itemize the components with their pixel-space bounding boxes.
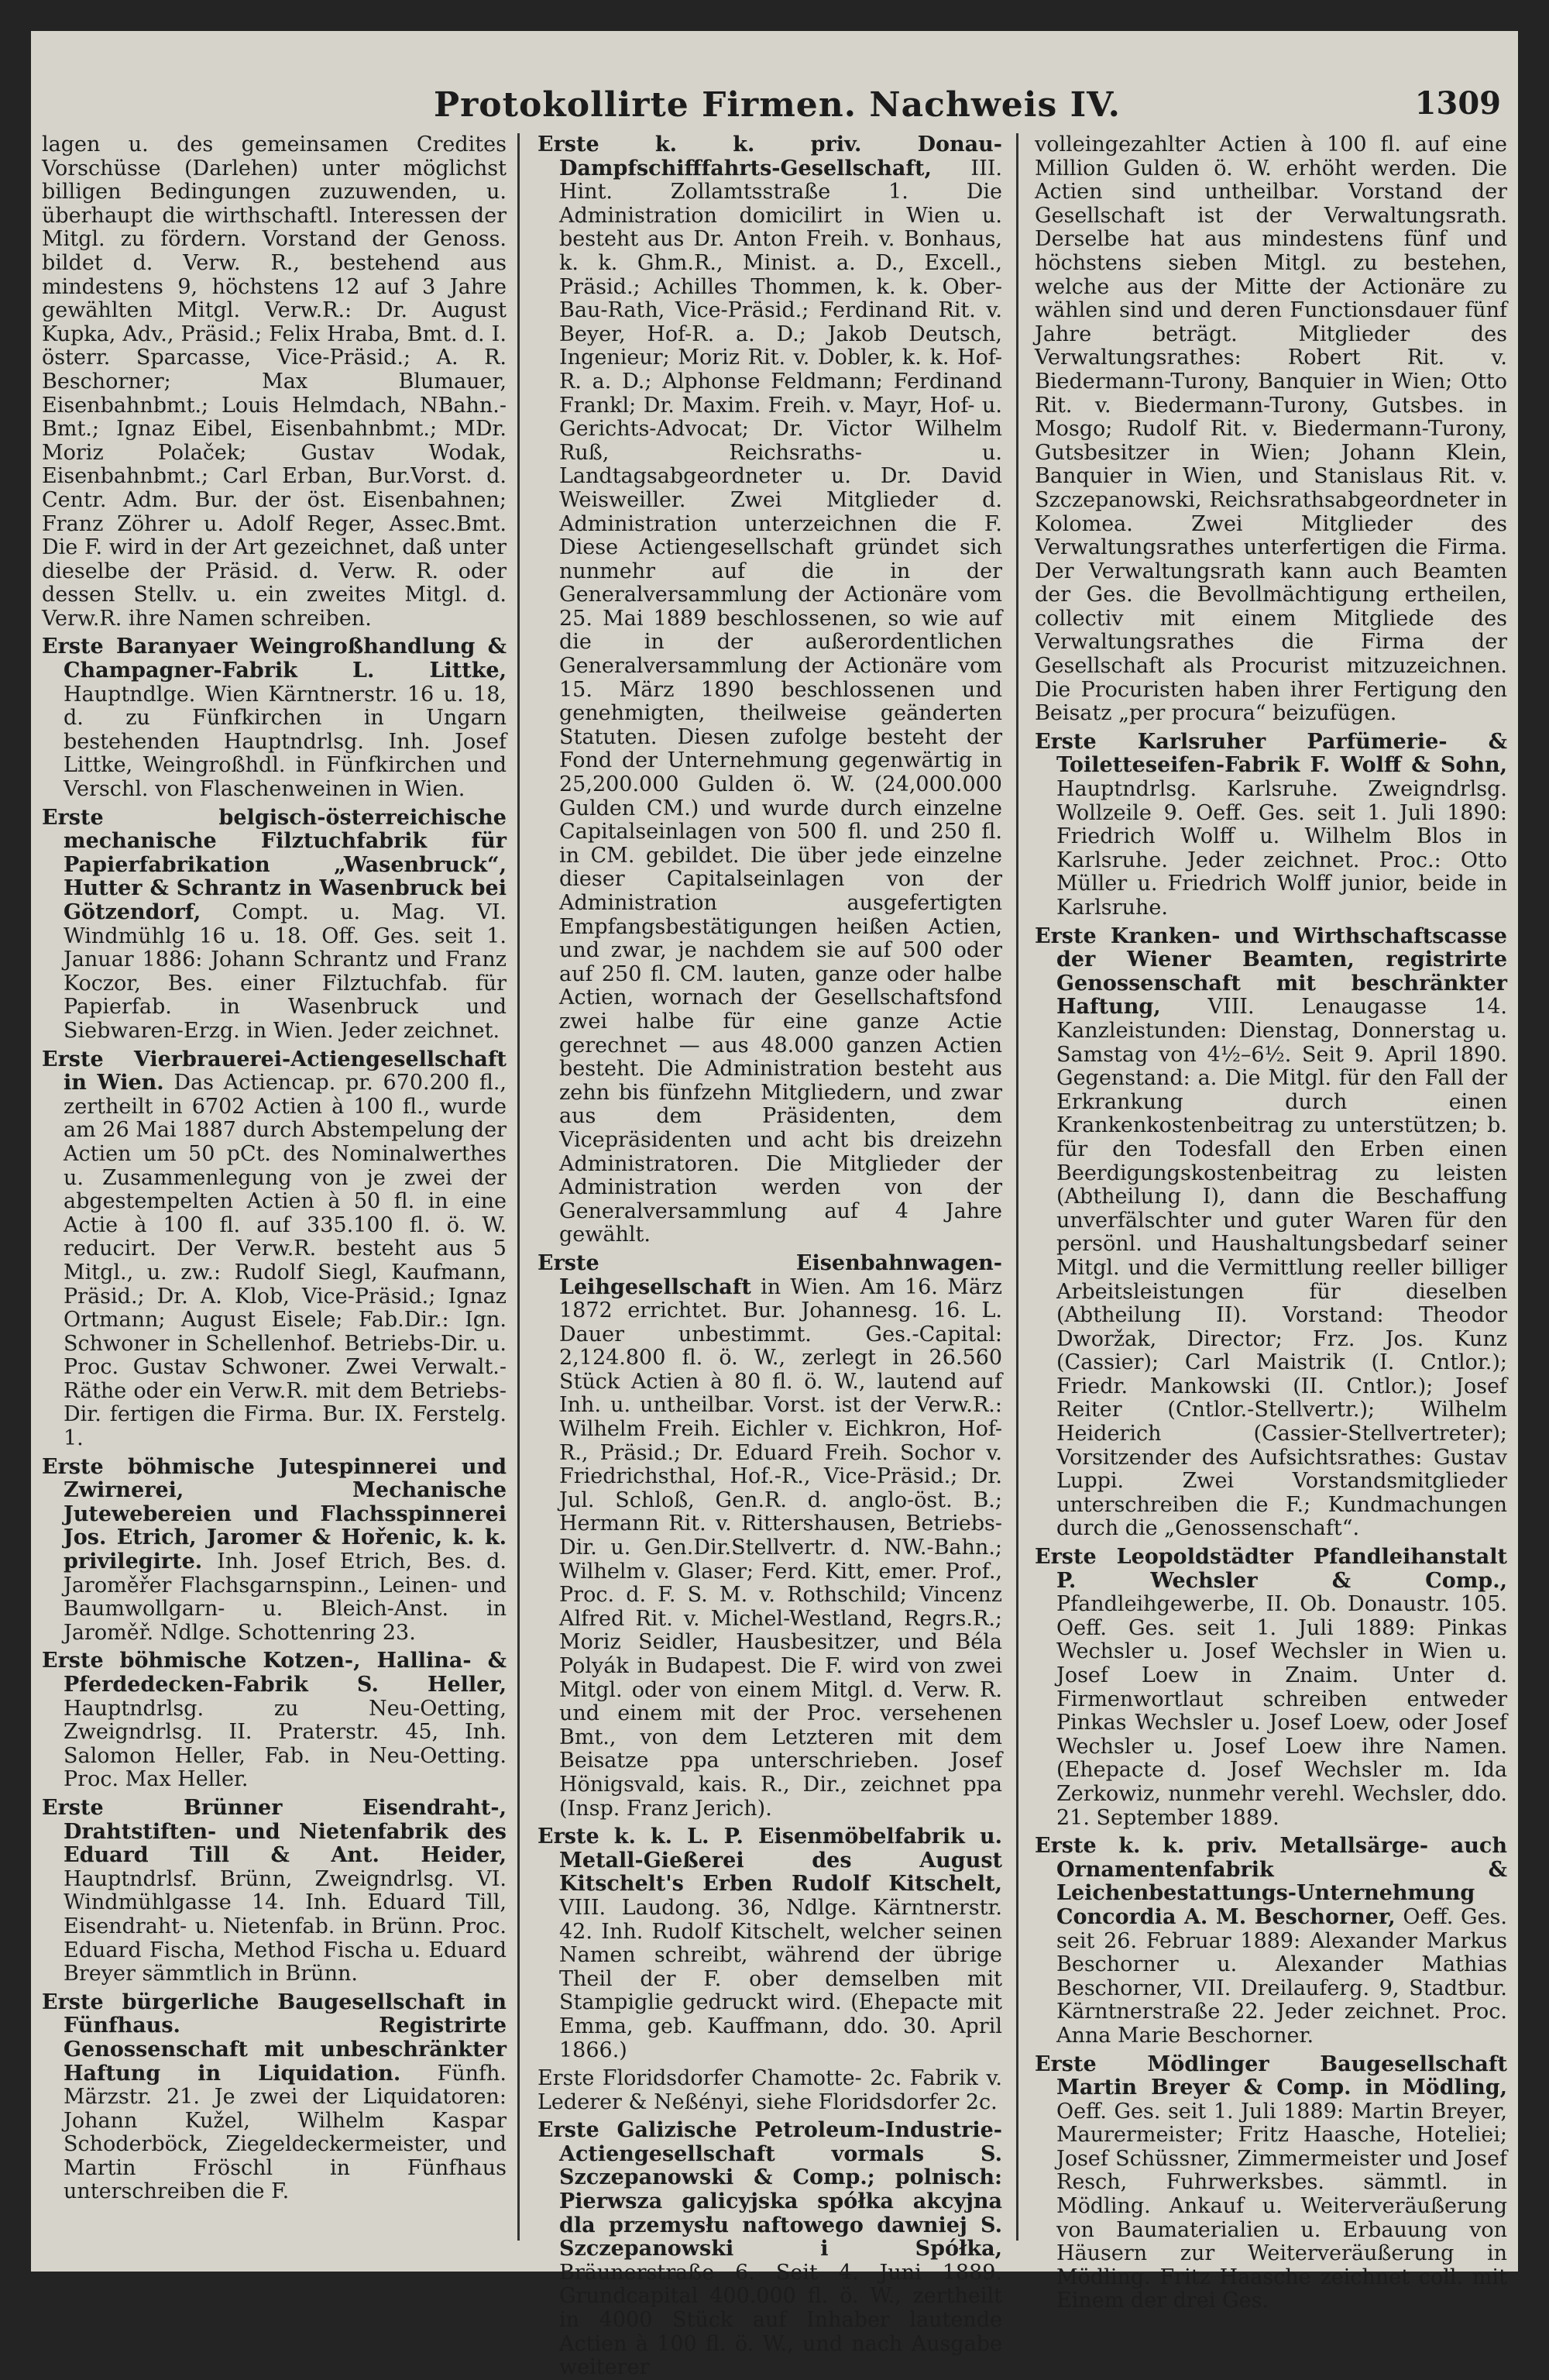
firm-entry [42,1797,507,1986]
entry-continuation [42,133,507,631]
firm-name: Erste Baranyaer Weingroßhandlung & Champagner-Fabrik L. Littke, [42,635,507,683]
entry-text: Oeff. Ges. seit 26. Februar 1889: Alexander Markus Beschorner u. Alexander Mathias Beschorner, VII. Dreilauferg. 9, Stadtbur. Kärntnerstraße 22. Jeder zeichnet. Proc. Anna Marie Beschorner. [1056,1904,1507,2048]
firm-entry [42,1048,507,1451]
firm-name: Erste böhmische Jutespinnerei und Zwirnerei, Mechanische Jutewebereien und Flachsspinnerei Jos. Etrich, Jaromer & Hořenic, k. k. privilegirte. [42,1454,507,1574]
firm-entry [538,1252,1002,1821]
firm-name: Erste belgisch-österreichische mechanische Filztuchfabrik für Papierfabrikation „Wasenbruck“, Hutter & Schrantz in Wasenbruck bei Götzendorf, [42,805,507,924]
column-divider [1016,133,1018,2241]
firm-entry [1035,731,1507,920]
firm-name: Erste Eisenbahnwagen-Leihgesellschaft [538,1250,1002,1299]
firm-entry [1035,1835,1507,2048]
entry-text: Erste Floridsdorfer Chamotte- 2c. Fabrik v. Lederer & Neßényi, siehe Floridsdorfer 2c. [538,2066,1002,2114]
entry-text: Bräunerstraße 6. Seit 4. Juni 1889. Grundcapital 400.000 fl. ö. W., zertheilt in 4000 Stück auf Inhaber lautende Actien à 100 fl. ö. W., und nach Ausgabe weiterer [559,2260,1002,2380]
column-3 [1035,132,1507,2313]
firm-name: Erste Kranken- und Wirthschaftscasse der Wiener Beamten, registrirte Genossenschaft mit beschränkter Haftung, [1035,923,1507,1020]
entry-text: Hauptndrlsg. Karlsruhe. Zweigndrlsg. Wollzeile 9. Oeff. Ges. seit 1. Juli 1890: Friedrich Wolff u. Wilhelm Blos in Karlsruhe. Jeder zeichnet. Proc.: Otto Müller u. Friedrich Wolff junior, beide in Karlsruhe. [1056,777,1507,920]
firm-entry [1035,925,1507,1541]
firm-name: Erste Galizische Petroleum-Industrie-Actiengesellschaft vormals S. Szczepanowski & Comp.; polnisch: Pierwsza galicyjska spółka akcyjna dla przemysłu naftowego dawniej S. Szczepanowski i Spółka, [538,2118,1002,2261]
firm-entry [1035,2053,1507,2314]
firm-name: Erste Karlsruher Parfümerie- & Toiletteseifen-Fabrik F. Wolff & Sohn, [1035,729,1507,778]
entry-text: Compt. u. Mag. VI. Windmühlg 16 u. 18. Off. Ges. seit 1. Januar 1886: Johann Schrantz und Franz Koczor, Bes. einer Filztuchfab. für Papierfab. in Wasenbruck und Siebwaren-Erzg. in Wien. Jeder zeichnet. [64,900,507,1043]
entry-text: in Wien. Am 16. März 1872 errichtet. Bur. Johannesg. 16. L. Dauer unbestimmt. Ges.-Capital: 2,124.800 fl. ö. W., zerlegt in 26.560 Stück Actien à 80 fl. ö. W., lautend auf Inh. u. untheilbar. Vorst. ist der Verw.R.: Wilhelm Freih. Eichler v. Eichkron, Hof-R., Präsid.; Dr. Eduard Freih. Sochor v. Friedrichsthal, Hof.-R., Vice-Präsid.; Dr. Jul. Schloß, Gen.R. d. anglo-öst. B.; Hermann Rit. v. Rittershausen, Betriebs-Dir. u. Gen.Dir.Stellvertr. d. NW.-Bahn.; Wilhelm v. Glaser; Ferd. Kitt, emer. Prof., Proc. d. F. S. M. v. Rothschild; Vincenz Alfred Rit. v. Michel-Westland, Regrs.R.; Moriz Seidler, Hausbesitzer, und Béla Polyák in Budapest. Die F. wird von zwei Mitgl. oder von einem Mitgl. d. Verw. R. und einem mit der Proc. versehenen Bmt., von dem Letzteren mit dem Beisatze ppa unterschrieben. Josef Hönigsvald, kais. R., Dir., zeichnet ppa (Insp. Franz Jerich). [559,1274,1002,1821]
entry-text: Hauptndrlsf. Brünn, Zweigndrlsg. VI. Windmühlgasse 14. Inh. Eduard Till, Eisendraht- u. Nietenfab. in Brünn. Proc. Eduard Fischa, Method Fischa u. Eduard Breyer sämmtlich in Brünn. [64,1866,507,1986]
firm-entry [538,1825,1002,2062]
firm-name: Erste Leopoldstädter Pfandleihanstalt P. Wechsler & Comp., [1035,1545,1507,1593]
firm-entry [42,1991,507,2204]
entry-continuation [1035,133,1507,726]
entry-text: Inh. Josef Etrich, Bes. d. Jaroměřer Flachsgarnspinn., Leinen- und Baumwollgarn- u. Bleich-Anst. in Jaroměř. Ndlge. Schottenring 23. [64,1549,507,1645]
firm-name: Erste böhmische Kotzen-, Hallina- & Pferdedecken-Fabrik S. Heller, [42,1649,507,1697]
document-page [31,31,1518,2380]
page-number: 1309 [1414,85,1501,122]
firm-name: Erste k. k. L. P. Eisenmöbelfabrik u. Metall-Gießerei des August Kitschelt's Erben Rudolf Kitschelt, [538,1825,1002,1897]
entry-text: Hauptndlge. Wien Kärntnerstr. 16 u. 18, d. zu Fünfkirchen in Ungarn bestehenden Hauptndrlsg. Inh. Josef Littke, Weingroßhdl. in Fünfkirchen und Verschl. von Flaschenweinen in Wien. [64,682,507,802]
column-divider [517,133,520,2241]
firm-name: Erste Brünner Eisendraht-, Drahtstiften- und Nietenfabrik des Eduard Till & Ant. Heider, [42,1795,507,1868]
firm-name: Erste Mödlinger Baugesellschaft Martin Breyer & Comp. in Mödling, [1035,2052,1507,2100]
firm-entry [538,133,1002,1247]
entry-text: Hauptndrlsg. zu Neu-Oetting, Zweigndrlsg. II. Praterstr. 45, Inh. Salomon Heller, Fab. in Neu-Oetting. Proc. Max Heller. [64,1696,507,1792]
entry-text: volleingezahlter Actien à 100 fl. auf eine Million Gulden ö. W. erhöht werden. Die Actien sind untheilbar. Vorstand der Gesellschaft ist der Verwaltungsrath. Derselbe hat aus mindestens fünf und höchstens sieben Mitgl. zu bestehen, welche aus der Mitte der Actionäre zu wählen sind und deren Functionsdauer fünf Jahre beträgt. Mitglieder des Verwaltungsrathes: Robert Rit. v. Biedermann-Turony, Banquier in Wien; Otto Rit. v. Biedermann-Turony, Gutsbes. in Mosgo; Rudolf Rit. v. Biedermann-Turony, Gutsbesitzer in Wien; Johann Klein, Banquier in Wien, und Stanislaus Rit. v. Szczepanowski, Reichsrathsabgeordneter in Kolomea. Zwei Mitglieder des Verwaltungsrathes unterfertigen die Firma. Der Verwaltungsrath kann auch Beamten der Ges. die Bevollmächtigung ertheilen, collectiv mit einem Mitgliede des Verwaltungsrathes die Firma der Gesellschaft als Procurist mitzuzeichnen. Die Procuristen haben ihrer Fertigung den Beisatz „per procura“ beizufügen. [1035,132,1507,726]
firm-entry [1035,1546,1507,1830]
firm-entry [538,2119,1002,2380]
entry-text: VIII. Lenaugasse 14. Kanzleistunden: Dienstag, Donnerstag u. Samstag von 4½–6½. Seit 9. April 1890. Gegenstand: a. Die Mitgl. für den Fall der Erkrankung durch einen Krankenkostenbeitrag zu unterstützen; b. für den Todesfall den Erben einen Beerdigungskostenbeitrag zu leisten (Abtheilung I), dann die Beschaffung unverfälschter und guter Waren für den persönl. und Haushaltungsbedarf seiner Mitgl. und die Vermittlung reeller billiger Arbeitsleistungen für dieselben (Abtheilung II). Vorstand: Theodor Dworžak, Director; Frz. Jos. Kunz (Cassier); Carl Maistrik (I. Cntlor.); Friedr. Mankowski (II. Cntlor.); Josef Reiter (Cntlor.-Stellvertr.); Wilhelm Heiderich (Cassier-Stellvertreter); Vorsitzender des Aufsichtsrathes: Gustav Luppi. Zwei Vorstandsmitglieder unterschreiben die F.; Kundmachungen durch die „Genossenschaft“. [1056,995,1507,1541]
firm-entry [42,807,507,1044]
entry-continuation [538,2067,1002,2114]
entry-text: Oeff. Ges. seit 1. Juli 1889: Martin Breyer, Maurermeister; Fritz Haasche, Hoteliei; Josef Schüssner, Zimmermeister und Josef Resch, Fuhrwerksbes. sämmtl. in Mödling. Ankauf u. Weiterveräußerung von Baumaterialien u. Erbauung von Häusern zur Weiterveräußerung in Mödling. Fritz Haasche zeichnet coll. mit Einem der drei Ges. [1056,2099,1507,2313]
entry-text: VIII. Laudong. 36, Ndlge. Kärntnerstr. 42. Inh. Rudolf Kitschelt, welcher seinen Namen schreibt, während der übrige Theil der F. ober demselben mit Stampiglie gedruckt wird. (Ehepacte mit Emma, geb. Kauffmann, ddo. 30. April 1866.) [559,1895,1002,2062]
page-header [31,79,1518,133]
firm-name: Erste k. k. priv. Metallsärge- auch Ornamentenfabrik & Leichenbestattungs-Unternehmung Concordia A. M. Beschorner, [1035,1834,1507,1929]
firm-entry [42,635,507,801]
firm-entry [42,1456,507,1646]
entry-text: Das Actiencap. pr. 670.200 fl., zertheilt in 6702 Actien à 100 fl., wurde am 26 Mai 1887 durch Abstempelung der Actien um 50 pCt. des Nominalwerthes u. Zusammenlegung von je zwei der abgestempelten Actien à 50 fl. in eine Actie à 100 fl. auf 335.100 fl. ö. W. reducirt. Der Verw.R. besteht aus 5 Mitgl., u. zw.: Rudolf Siegl, Kaufmann, Präsid.; Dr. A. Klob, Vice-Präsid.; Ignaz Ortmann; August Eisele; Fab.Dir.: Ign. Schwoner in Schellenhof. Betriebs-Dir. u. Proc. Gustav Schwoner. Zwei Verwalt.-Räthe oder ein Verw.R. mit dem Betriebs-Dir. fertigen die Firma. Bur. IX. Ferstelg. 1. [64,1071,507,1451]
column-2 [538,132,1002,2380]
firm-entry [42,1649,507,1792]
entry-text: Pfandleihgewerbe, II. Ob. Donaustr. 105. Oeff. Ges. seit 1. Juli 1889: Pinkas Wechsler u. Josef Wechsler in Wien u. Josef Loew in Znaim. Unter d. Firmenwortlaut schreiben entweder Pinkas Wechsler u. Josef Loew, oder Josef Wechsler u. Josef Loew ihre Namen. (Ehepacte d. Josef Wechsler m. Ida Zerkowiz, nunmehr verehl. Wechsler, ddo. 21. September 1889. [1056,1592,1507,1830]
entry-text: III. Hint. Zollamtsstraße 1. Die Administration domicilirt in Wien u. besteht aus Dr. Anton Freih. v. Bonhaus, k. k. Ghm.R., Minist. a. D., Excell., Präsid.; Achilles Thommen, k. k. Ober-Bau-Rath, Vice-Präsid.; Ferdinand Rit. v. Beyer, Hof-R. a. D.; Jakob Deutsch, Ingenieur; Moriz Rit. v. Dobler, k. k. Hof-R. a. D.; Alphonse Feldmann; Ferdinand Frankl; Dr. Maxim. Freih. v. Mayr, Hof- u. Gerichts-Advocat; Dr. Victor Wilhelm Ruß, Reichsraths- u. Landtagsabgeordneter u. Dr. David Weisweiller. Zwei Mitglieder d. Administration unterzeichnen die F. Diese Actiengesellschaft gründet sich nunmehr auf die in der Generalversammlung der Actionäre vom 25. Mai 1889 beschlossenen, so wie auf die in der außerordentlichen Generalversammlung der Actionäre vom 15. März 1890 beschlossenen und genehmigten, theilweise geänderten Statuten. Diesen zufolge besteht der Fond der Unternehmung gegenwärtig in 25,200.000 Gulden ö. W. (24,000.000 Gulden CM.) und wurde durch einzelne Capitalseinlagen von 500 fl. und 250 fl. in CM. gebildet. Die über jede einzelne dieser Capitalseinlagen von der Administration ausgefertigten Empfangsbestätigungen heißen Actien, und zwar, je nachdem sie auf 500 oder auf 250 fl. CM. lauten, ganze oder halbe Actien, wornach der Gesellschaftsfond zwei halbe für eine ganze Actie gerechnet — aus 48.000 ganzen Actien besteht. Die Administration besteht aus zehn bis fünfzehn Mitgliedern, und zwar aus dem Präsidenten, dem Vicepräsidenten und acht bis dreizehn Administratoren. Die Mitglieder der Administration werden von der Generalversammlung auf 4 Jahre gewählt. [559,156,1002,1247]
running-title: Protokollirte Firmen. Nachweis IV. [434,85,1121,125]
entry-text: Fünfh. Märzstr. 21. Je zwei der Liquidatoren: Johann Kužel, Wilhelm Kaspar Schoderböck, Ziegeldeckermeister, und Martin Fröschl in Fünfhaus unterschreiben die F. [64,2061,507,2204]
column-1 [42,133,507,2241]
firm-name: Erste bürgerliche Baugesellschaft in Fünfhaus. Registrirte Genossenschaft mit unbeschränkter Haftung in Liquidation. [42,1990,507,2086]
firm-name: Erste k. k. priv. Donau-Dampfschifffahrts-Gesellschaft, [538,132,1002,181]
entry-text: lagen u. des gemeinsamen Credites Vorschüsse (Darlehen) unter möglichst billigen Bedingungen zuzuwenden, u. überhaupt die wirthschaftl. Interessen der Mitgl. zu fördern. Vorstand der Genoss. bildet d. Verw. R., bestehend aus mindestens 9, höchstens 12 auf 3 Jahre gewählten Mitgl. Verw.R.: Dr. August Kupka, Adv., Präsid.; Felix Hraba, Bmt. d. I. österr. Sparcasse, Vice-Präsid.; A. R. Beschorner; Max Blumauer, Eisenbahnbmt.; Louis Helmdach, NBahn.-Bmt.; Ignaz Eibel, Eisenbahnbmt.; MDr. Moriz Polaček; Gustav Wodak, Eisenbahnbmt.; Carl Erban, Bur.Vorst. d. Centr. Adm. Bur. der öst. Eisenbahnen; Franz Zöhrer u. Adolf Reger, Assec.Bmt. Die F. wird in der Art gezeichnet, daß unter dieselbe der Präsid. d. Verw. R. oder dessen Stellv. u. ein zweites Mitgl. d. Verw.R. ihre Namen schreiben. [42,132,507,631]
firm-name: Erste Vierbrauerei-Actiengesellschaft in Wien. [42,1047,507,1095]
